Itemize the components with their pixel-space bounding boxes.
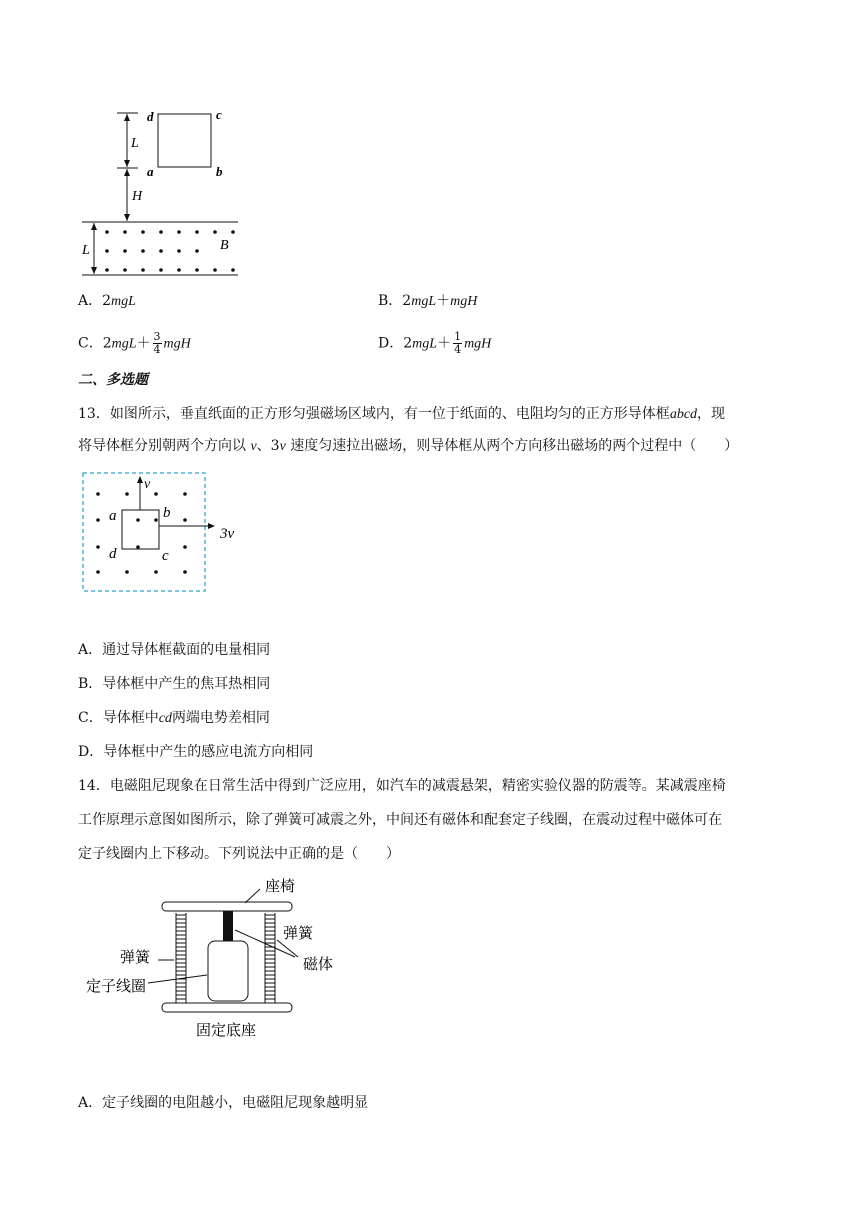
section-title: 二、多选题	[78, 372, 148, 388]
label-H: H	[132, 189, 143, 204]
label-L-bottom: L	[82, 243, 90, 258]
fraction: $\frac{3}{4}$	[153, 330, 161, 356]
label-B: B	[220, 238, 229, 253]
q12-option-c[interactable]: C．2mgL＋ $\frac{3}{4}$ mgH	[78, 330, 191, 356]
label-b: b	[216, 164, 223, 179]
q13-option-a[interactable]: A．通过导体框截面的电量相同	[78, 642, 271, 658]
svg-text:3v: 3v	[220, 526, 235, 542]
svg-text:d: d	[109, 546, 117, 562]
svg-text:弹簧: 弹簧	[120, 948, 151, 966]
q13-stem-line1: 13．如图所示，垂直纸面的正方形匀强磁场区域内，有一位于纸面的、电阻均匀的正方形导体框abcd，现	[78, 406, 726, 422]
q14-stem-line1: 14．电磁阻尼现象在日常生活中得到广泛应用，如汽车的减震悬架，精密实验仪器的防震等。某减震座椅	[78, 778, 726, 794]
svg-text:固定底座: 固定底座	[196, 1021, 257, 1039]
label-c: c	[216, 107, 222, 122]
q12-option-d[interactable]: D．2mgL＋ $\frac{1}{4}$ mgH	[378, 330, 492, 356]
q12-option-b[interactable]: B．2mgL＋mgH	[378, 293, 478, 309]
magnetic-field-dots	[105, 230, 235, 272]
svg-text:磁体: 磁体	[303, 955, 334, 973]
q12-figure	[80, 105, 250, 280]
label-L-top: L	[131, 136, 139, 151]
q13-figure	[80, 470, 260, 595]
q14-option-a[interactable]: A．定子线圈的电阻越小，电磁阻尼现象越明显	[78, 1095, 369, 1111]
svg-text:a: a	[109, 508, 117, 524]
q12-option-a[interactable]: A．2mgL	[78, 293, 136, 309]
q13-option-c[interactable]: C．导体框中cd两端电势差相同	[78, 710, 270, 726]
label-a: a	[147, 164, 154, 179]
svg-text:座椅: 座椅	[265, 877, 296, 895]
q14-stem-line3: 定子线圈内上下移动。下列说法中正确的是（ ）	[78, 846, 400, 862]
fraction: $\frac{1}{4}$	[454, 330, 462, 356]
q14-stem-line2: 工作原理示意图如图所示，除了弹簧可减震之外，中间还有磁体和配套定子线圈，在震动过程中磁体可在	[78, 812, 722, 828]
loop-abcd	[158, 114, 211, 167]
svg-text:定子线圈: 定子线圈	[86, 977, 147, 995]
svg-text:b: b	[163, 505, 171, 521]
svg-text:c: c	[162, 548, 169, 564]
svg-text:v: v	[144, 477, 151, 492]
q13-option-b[interactable]: B．导体框中产生的焦耳热相同	[78, 676, 271, 692]
q13-stem-line2: 将导体框分别朝两个方向以 v、3v 速度匀速拉出磁场，则导体框从两个方向移出磁场的两个过程中（ ）	[78, 438, 739, 454]
q14-figure	[80, 875, 380, 1050]
label-d: d	[147, 109, 154, 124]
q13-option-d[interactable]: D．导体框中产生的感应电流方向相同	[78, 744, 314, 760]
svg-text:弹簧: 弹簧	[283, 924, 314, 942]
